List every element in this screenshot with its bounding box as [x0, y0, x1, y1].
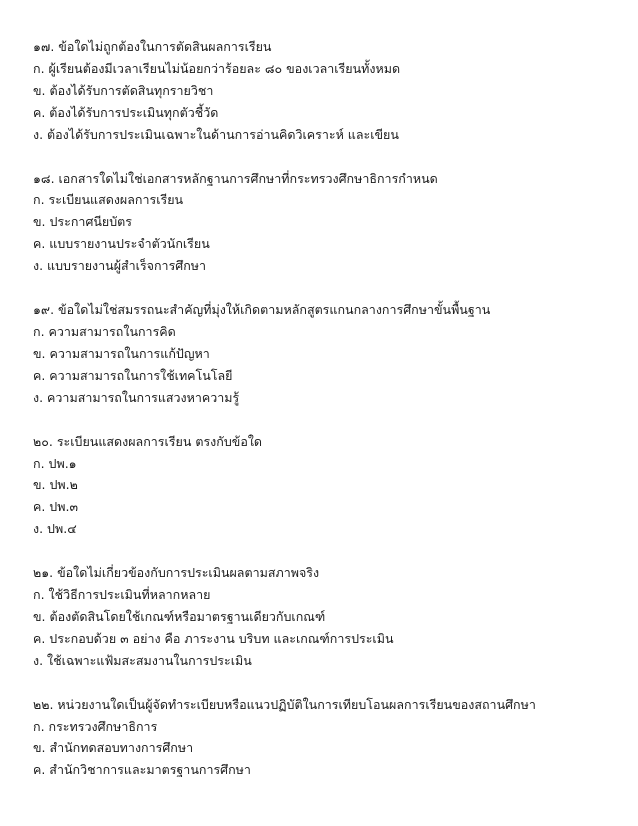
- document-page: [33, 36, 623, 781]
- answer-option: ก. ความสามารถในการคิด: [33, 323, 176, 339]
- answer-option: ค. ความสามารถในการใช้เทคโนโลยี: [33, 367, 233, 383]
- answer-option: ก. ระเบียนแสดงผลการเรียน: [33, 192, 184, 208]
- question-17: [33, 36, 623, 146]
- answer-option: ง. ใช้เฉพาะแฟ้มสะสมงานในการประเมิน: [33, 652, 252, 668]
- question-19: [33, 299, 623, 409]
- answer-option: ง. แบบรายงานผู้สำเร็จการศึกษา: [33, 258, 207, 274]
- answer-option: ค. สำนักวิชาการและมาตรฐานการศึกษา: [33, 762, 251, 778]
- answer-option: ค. แบบรายงานประจำตัวนักเรียน: [33, 236, 210, 252]
- question-title: ๒๒. หน่วยงานใดเป็นผู้จัดทำระเบียบหรือแนวปฏิบัติในการเทียบโอนผลการเรียนของสถานศึกษา: [33, 696, 536, 712]
- answer-option: ข. ต้องได้รับการตัดสินทุกรายวิชา: [33, 82, 214, 98]
- answer-option: ค. ต้องได้รับการประเมินทุกตัวชี้วัด: [33, 104, 219, 120]
- answer-option: ก. ผู้เรียนต้องมีเวลาเรียนไม่น้อยกว่าร้อยละ ๘๐ ของเวลาเรียนทั้งหมด: [33, 60, 401, 76]
- answer-option: ค. ปพ.๓: [33, 499, 79, 515]
- question-title: ๑๗. ข้อใดไม่ถูกต้องในการตัดสินผลการเรียน: [33, 39, 272, 54]
- answer-option: ข. ปพ.๒: [33, 477, 78, 493]
- answer-option: ข. ความสามารถในการแก้ปัญหา: [33, 345, 210, 361]
- answer-option: ง. ต้องได้รับการประเมินเฉพาะในด้านการอ่านคิดวิเคราะห์ และเขียน: [33, 126, 399, 142]
- answer-option: ก. ใช้วิธีการประเมินที่หลากหลาย: [33, 587, 211, 603]
- question-title: ๒๑. ข้อใดไม่เกี่ยวข้องกับการประเมินผลตามสภาพจริง: [33, 565, 320, 581]
- answer-option: ข. ต้องตัดสินโดยใช้เกณฑ์หรือมาตรฐานเดียวกับเกณฑ์: [33, 608, 326, 624]
- question-title: ๑๙. ข้อใดไม่ใช่สมรรถนะสำคัญที่มุ่งให้เกิดตามหลักสูตรแกนกลางการศึกษาขั้นพื้นฐาน: [33, 302, 491, 318]
- question-title: ๒๐. ระเบียนแสดงผลการเรียน ตรงกับข้อใด: [33, 433, 263, 449]
- question-title: ๑๘. เอกสารใดไม่ใช่เอกสารหลักฐานการศึกษาที่กระทรวงศึกษาธิการกำหนด: [33, 170, 438, 186]
- question-20: [33, 431, 623, 541]
- question-18: [33, 168, 623, 278]
- answer-option: ก. กระทรวงศึกษาธิการ: [33, 718, 158, 734]
- answer-option: ก. ปพ.๑: [33, 455, 77, 471]
- answer-option: ค. ประกอบด้วย ๓ อย่าง คือ ภาระงาน บริบท และเกณฑ์การประเมิน: [33, 630, 394, 646]
- answer-option: ง. ความสามารถในการแสวงหาความรู้: [33, 389, 240, 405]
- question-21: [33, 562, 623, 672]
- answer-option: ข. สำนักทดสอบทางการศึกษา: [33, 740, 194, 756]
- answer-option: ง. ปพ.๔: [33, 521, 77, 537]
- answer-option: ข. ประกาศนียบัตร: [33, 214, 133, 230]
- question-22: [33, 694, 623, 782]
